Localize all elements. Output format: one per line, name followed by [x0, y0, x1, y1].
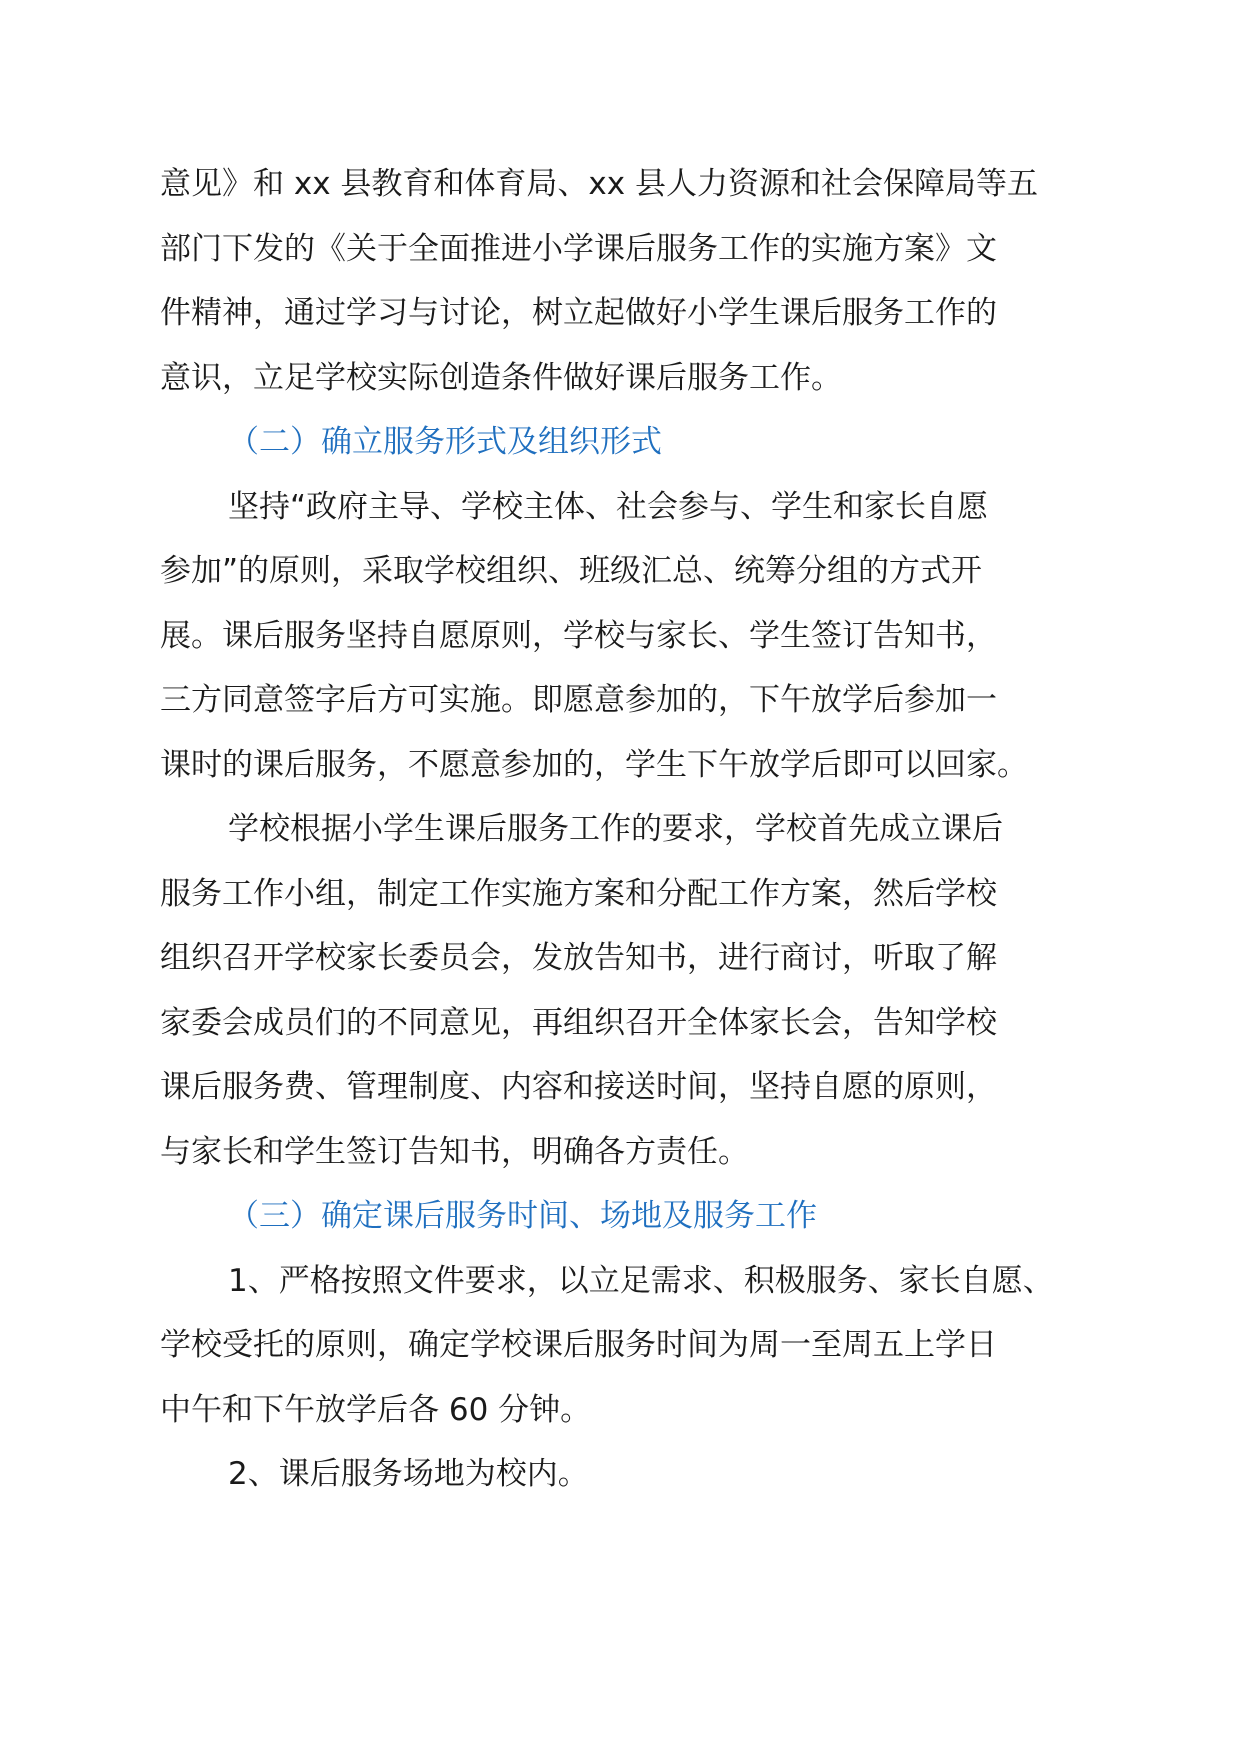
text-line-14: 家委会成员们的不同意见，再组织召开全体家长会，告知学校 [160, 1004, 997, 1041]
text-line-9: 三方同意签字后方可实施。即愿意参加的，下午放学后参加一 [160, 682, 997, 718]
text-line-21: 2、课后服务场地为校内。 [228, 1456, 589, 1492]
text-line-6: 坚持“政府主导、学校主体、社会参与、学生和家长自愿 [228, 488, 989, 525]
text-line-19: 学校受托的原则，确定学校课后服务时间为周一至周五上学日 [160, 1327, 997, 1363]
text-line-20: 中午和下午放学后各 60 分钟。 [160, 1391, 592, 1428]
text-line-18: 1、严格按照文件要求，以立足需求、积极服务、家长自愿、 [228, 1262, 1054, 1299]
section-heading-3: （三）确定课后服务时间、场地及服务工作 [228, 1198, 817, 1234]
text-line-2: 部门下发的《关于全面推进小学课后服务工作的实施方案》文 [160, 230, 997, 267]
text-line-13: 组织召开学校家长委员会，发放告知书，进行商讨，听取了解 [160, 940, 997, 976]
text-line-1: 意见》和 xx 县教育和体育局、xx 县人力资源和社会保障局等五 [160, 166, 1038, 202]
text-line-16: 与家长和学生签订告知书，明确各方责任。 [160, 1133, 749, 1170]
text-line-12: 服务工作小组，制定工作实施方案和分配工作方案，然后学校 [160, 875, 997, 912]
section-heading-2: （二）确立服务形式及组织形式 [228, 424, 662, 460]
text-line-4: 意识，立足学校实际创造条件做好课后服务工作。 [160, 359, 842, 396]
text-line-8: 展。课后服务坚持自愿原则，学校与家长、学生签订告知书， [160, 617, 997, 654]
text-line-3: 件精神，通过学习与讨论，树立起做好小学生课后服务工作的 [160, 295, 997, 331]
document-body [160, 152, 1100, 1507]
text-line-15: 课后服务费、管理制度、内容和接送时间，坚持自愿的原则， [160, 1069, 997, 1105]
text-line-10: 课时的课后服务，不愿意参加的，学生下午放学后即可以回家。 [160, 746, 1028, 783]
text-line-7: 参加”的原则，采取学校组织、班级汇总、统筹分组的方式开 [160, 553, 983, 589]
text-line-11: 学校根据小学生课后服务工作的要求，学校首先成立课后 [228, 811, 1003, 847]
